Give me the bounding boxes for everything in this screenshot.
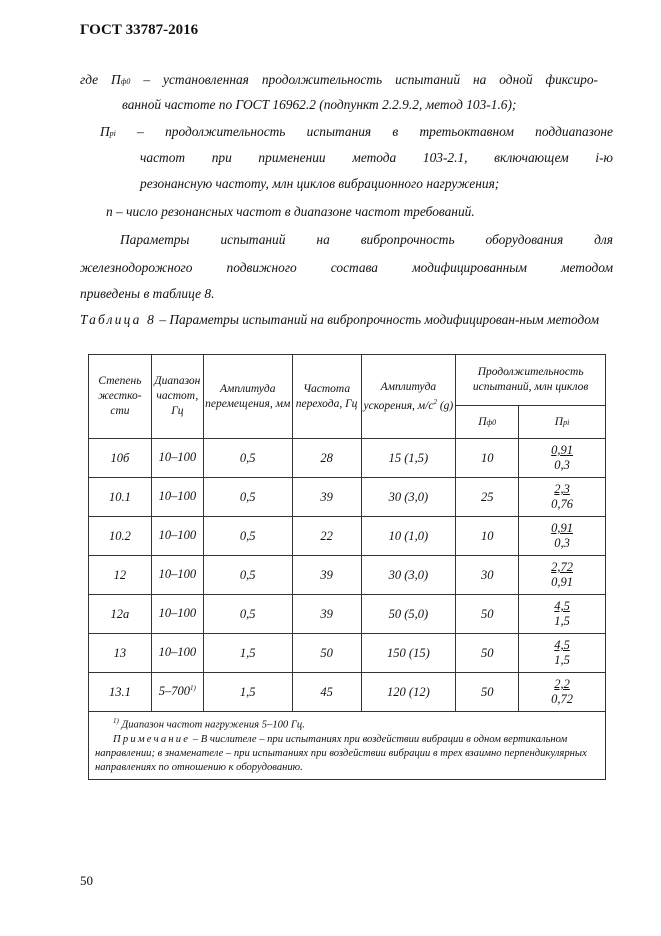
cell-range: 10–100 — [151, 517, 203, 556]
table-footnotes — [89, 712, 606, 780]
cell-ppi — [519, 517, 606, 556]
header-ppi: Прi — [519, 406, 606, 439]
cell-acceleration: 50 (5,0) — [361, 595, 456, 634]
cell-degree: 12 — [89, 556, 152, 595]
cell-range: 10–100 — [151, 439, 203, 478]
cell-acceleration: 10 (1,0) — [361, 517, 456, 556]
document-header: ГОСТ 33787-2016 — [80, 22, 199, 38]
table-row — [89, 556, 606, 595]
ppi-denominator: 0,72 — [551, 692, 573, 706]
cell-acceleration: 30 (3,0) — [361, 478, 456, 517]
cell-pf0: 50 — [456, 673, 519, 712]
cell-displacement: 0,5 — [203, 439, 292, 478]
table-caption-text: – Параметры испытаний на вибропрочность модифицирован-ным методом — [156, 312, 600, 327]
cell-ppi — [519, 556, 606, 595]
ppi-numerator: 4,5 — [554, 599, 570, 613]
table-row — [89, 634, 606, 673]
cell-degree: 13.1 — [89, 673, 152, 712]
header-duration: Продолжительность испытаний, млн циклов — [456, 355, 606, 406]
table-row — [89, 673, 606, 712]
cell-degree: 10.2 — [89, 517, 152, 556]
cell-range: 10–100 — [151, 634, 203, 673]
table-caption-label: Таблица 8 — [80, 312, 156, 327]
cell-pf0: 50 — [456, 634, 519, 673]
cell-pf0: 50 — [456, 595, 519, 634]
cell-crossover: 50 — [292, 634, 361, 673]
cell-displacement: 0,5 — [203, 478, 292, 517]
cell-degree: 13 — [89, 634, 152, 673]
intro-paragraph-line2: железнодорожного подвижного состава модифицированным методом — [80, 260, 613, 275]
cell-pf0: 10 — [456, 439, 519, 478]
intro-paragraph-line3: приведены в таблице 8. — [80, 286, 215, 301]
ppi-denominator: 0,76 — [551, 497, 573, 511]
table-note — [95, 733, 599, 775]
cell-displacement: 0,5 — [203, 595, 292, 634]
vibration-parameters-table — [88, 354, 606, 780]
cell-pf0: 10 — [456, 517, 519, 556]
cell-displacement: 1,5 — [203, 673, 292, 712]
header-crossover-frequency: Частота перехода, Гц — [292, 355, 361, 439]
ppi-denominator: 0,3 — [554, 458, 570, 472]
cell-crossover: 28 — [292, 439, 361, 478]
definition-ppi-line1: Прi – продолжительность испытания в третьоктавном поддиапазоне — [100, 124, 613, 139]
cell-crossover: 39 — [292, 595, 361, 634]
note-label: Примечание — [113, 733, 191, 745]
page-number: 50 — [80, 873, 93, 888]
ppi-numerator: 0,91 — [551, 443, 573, 457]
cell-acceleration: 30 (3,0) — [361, 556, 456, 595]
cell-acceleration: 120 (12) — [361, 673, 456, 712]
ppi-denominator: 1,5 — [554, 653, 570, 667]
ppi-numerator: 2,3 — [554, 482, 570, 496]
definition-pf0-line1: где Пф0 – установленная продолжительность испытаний на одной фиксиро- — [80, 72, 599, 87]
cell-displacement: 0,5 — [203, 556, 292, 595]
definition-pf0-line2: ванной частоте по ГОСТ 16962.2 (подпункт 2.2.9.2, метод 103-1.6); — [122, 97, 517, 112]
ppi-denominator: 0,91 — [551, 575, 573, 589]
cell-ppi — [519, 595, 606, 634]
cell-crossover: 39 — [292, 478, 361, 517]
cell-crossover: 22 — [292, 517, 361, 556]
header-pf0: Пф0 — [456, 406, 519, 439]
ppi-numerator: 4,5 — [554, 638, 570, 652]
definition-ppi-line3: резонансную частоту, млн циклов вибрационного нагружения; — [140, 176, 500, 191]
definition-ppi-line2: частот при применении метода 103-2.1, включающем i-ю — [140, 150, 613, 165]
table-caption — [80, 312, 607, 327]
cell-displacement: 1,5 — [203, 634, 292, 673]
cell-degree: 12а — [89, 595, 152, 634]
cell-range: 10–100 — [151, 478, 203, 517]
ppi-denominator: 1,5 — [554, 614, 570, 628]
cell-acceleration: 150 (15) — [361, 634, 456, 673]
cell-crossover: 45 — [292, 673, 361, 712]
header-degree: Степень жестко-сти — [89, 355, 152, 439]
cell-displacement: 0,5 — [203, 517, 292, 556]
cell-acceleration: 15 (1,5) — [361, 439, 456, 478]
cell-range: 10–100 — [151, 595, 203, 634]
table-row — [89, 517, 606, 556]
cell-range: 10–100 — [151, 556, 203, 595]
cell-ppi — [519, 478, 606, 517]
table-row — [89, 595, 606, 634]
cell-ppi — [519, 439, 606, 478]
cell-degree: 10.1 — [89, 478, 152, 517]
cell-crossover: 39 — [292, 556, 361, 595]
ppi-numerator: 0,91 — [551, 521, 573, 535]
cell-pf0: 30 — [456, 556, 519, 595]
cell-degree: 10б — [89, 439, 152, 478]
table-row — [89, 439, 606, 478]
ppi-denominator: 0,3 — [554, 536, 570, 550]
header-displacement-amplitude: Амплитуда перемещения, мм — [203, 355, 292, 439]
footnote: $^{1)}$ Диапазон частот нагружения 5–100 Гц. — [113, 717, 305, 731]
ppi-numerator: 2,72 — [551, 560, 573, 574]
cell-pf0: 25 — [456, 478, 519, 517]
cell-ppi — [519, 634, 606, 673]
ppi-numerator: 2,2 — [554, 677, 570, 691]
intro-paragraph-line1: Параметры испытаний на вибропрочность оборудования для — [120, 232, 613, 247]
header-acceleration-amplitude: Амплитуда ускорения, $м/с^2$ (g) — [361, 355, 456, 439]
header-frequency-range: Диапазон частот, Гц — [151, 355, 203, 439]
cell-ppi — [519, 673, 606, 712]
table-row — [89, 478, 606, 517]
definition-n: n – число резонансных частот в диапазоне частот требований. — [106, 204, 475, 219]
note-text: – В числителе – при испытаниях при воздействии вибрации в одном вертикальном направлении; в знаменателе – при испытаниях при воздействии вибрации в трех взаимно перпендикулярных направлениях по отношению к оборудованию. — [95, 733, 587, 773]
cell-range: 5–700$^{1)}$ — [151, 673, 203, 712]
